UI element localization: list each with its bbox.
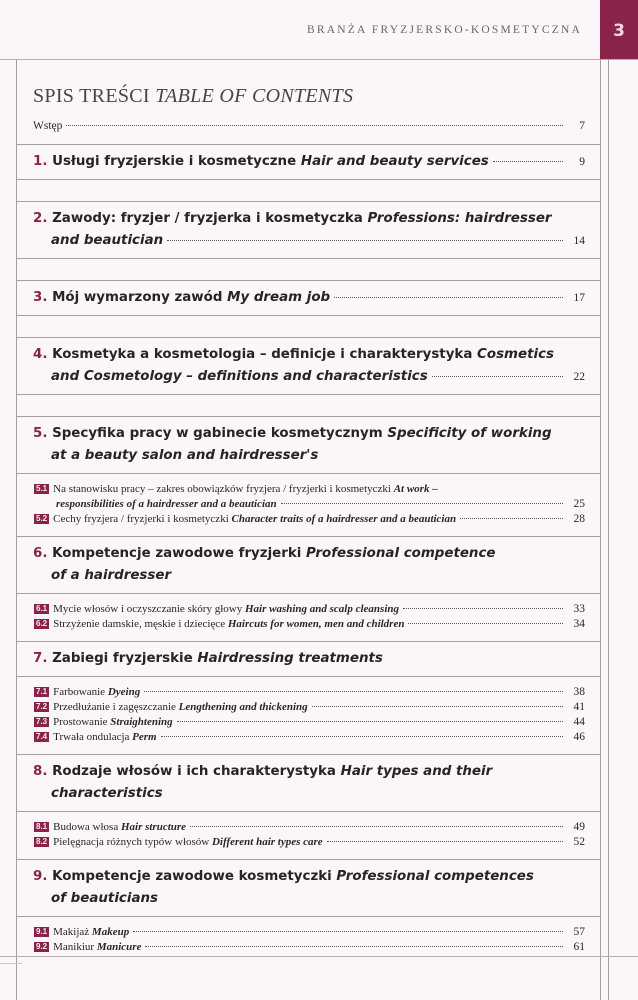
divider-gap <box>17 258 601 281</box>
toc-subsection-8-1[interactable] <box>34 820 585 835</box>
chapter-number: 2. <box>33 211 48 226</box>
dot-leader <box>177 721 563 722</box>
toc-heading <box>17 59 601 114</box>
page-ref: 34 <box>573 618 585 630</box>
section-badge: 7.4 <box>36 732 48 741</box>
chapter-title-pl: Kompetencje zawodowe kosmetyczki <box>52 869 332 884</box>
section-badge: 9.1 <box>36 927 48 936</box>
chapter-number: 6. <box>33 546 48 561</box>
dot-leader <box>133 931 563 932</box>
sub-title-en: Straightening <box>110 716 173 728</box>
toc-subsection-8-2[interactable] <box>34 835 585 850</box>
toc-subsection-5-1[interactable] <box>34 482 585 512</box>
subsection-list <box>17 812 601 859</box>
sub-title-en-cont: responsibilities of a hairdresser and a beautician <box>56 498 277 510</box>
dot-leader <box>334 297 563 298</box>
toc-chapter-3[interactable] <box>17 281 601 315</box>
section-badge: 9.2 <box>36 942 48 951</box>
sub-title-pl: Makijaż <box>53 926 90 938</box>
page-ref: 9 <box>579 156 585 168</box>
sub-title-en: At work – <box>393 483 438 495</box>
toc-chapter-6[interactable] <box>17 537 601 593</box>
toc-chapter-1[interactable] <box>17 145 601 179</box>
chapter-title-en: Hairdressing treatments <box>197 651 383 666</box>
toc-chapter-9[interactable] <box>17 860 601 916</box>
sub-title-en: Hair structure <box>120 821 187 833</box>
dot-leader <box>432 376 563 377</box>
divider-gap <box>17 315 601 338</box>
sub-title-en: Dyeing <box>107 686 141 698</box>
chapter-title-en-cont: and beautician <box>51 233 164 248</box>
chapter-title-pl: Zawody: fryzjer / fryzjerka i kosmetyczka <box>52 211 363 226</box>
chapter-title-en: Specificity of working <box>387 426 552 441</box>
sub-title-pl: Trwała ondulacja <box>53 731 130 743</box>
section-badge: 7.3 <box>36 717 48 726</box>
sub-title-pl: Przedłużanie i zagęszczanie <box>53 701 176 713</box>
subsection-list <box>17 594 601 641</box>
sub-title-en: Character traits of a hairdresser and a beautician <box>231 513 457 525</box>
page-ref: 7 <box>579 120 585 132</box>
toc-subsection-6-1[interactable] <box>34 602 585 617</box>
dot-leader <box>144 691 563 692</box>
chapter-title-en-cont: at a beauty salon and hairdresser's <box>51 448 319 463</box>
dot-leader <box>408 623 563 624</box>
page-ref: 57 <box>573 926 585 938</box>
dot-leader <box>190 826 563 827</box>
chapter-title-pl: Rodzaje włosów i ich charakterystyka <box>52 764 336 779</box>
page-ref: 28 <box>573 513 585 525</box>
entry-label: Wstęp <box>33 120 63 132</box>
chapter-title-en: My dream job <box>227 290 331 305</box>
chapter-title-en: Professional competence <box>306 546 496 561</box>
sub-title-pl: Pielęgnacja różnych typów włosów <box>53 836 210 848</box>
chapter-number: 5. <box>33 426 48 441</box>
dot-leader <box>281 503 563 504</box>
toc-subsection-7-2[interactable] <box>34 700 585 715</box>
dot-leader <box>66 125 563 126</box>
page-ref: 44 <box>573 716 585 728</box>
sub-title-en: Manicure <box>96 941 142 953</box>
sub-title-pl: Manikiur <box>53 941 95 953</box>
chapter-title-en-cont: and Cosmetology – definitions and characteristics <box>51 369 428 384</box>
sub-title-pl: Cechy fryzjera / fryzjerki i kosmetyczki <box>53 513 229 525</box>
chapter-title-pl: Specyfika pracy w gabinecie kosmetycznym <box>52 426 383 441</box>
chapter-title-en: Professions: hairdresser <box>367 211 552 226</box>
toc-chapter-5[interactable] <box>17 417 601 473</box>
chapter-title-en-cont: of beauticians <box>51 891 158 906</box>
chapter-title-pl: Usługi fryzjerskie i kosmetyczne <box>52 154 297 169</box>
chapter-title-en: Cosmetics <box>477 347 554 362</box>
page-ref: 33 <box>573 603 585 615</box>
sub-title-pl: Prostowanie <box>53 716 108 728</box>
sub-title-en: Hair washing and scalp cleansing <box>244 603 400 615</box>
toc-subsection-9-2[interactable] <box>34 940 585 955</box>
dot-leader <box>145 946 563 947</box>
chapter-number: 3. <box>33 290 48 305</box>
toc-subsection-7-4[interactable] <box>34 730 585 745</box>
divider-gap <box>17 394 601 417</box>
section-badge: 6.2 <box>36 619 48 628</box>
dot-leader <box>167 240 563 241</box>
chapter-title-en: Hair and beauty services <box>300 154 489 169</box>
chapter-title-en-cont: of a hairdresser <box>51 568 172 583</box>
chapter-title-pl: Zabiegi fryzjerskie <box>52 651 193 666</box>
toc-heading-en: TABLE OF CONTENTS <box>155 85 354 107</box>
page-ref: 52 <box>573 836 585 848</box>
chapter-title-pl: Mój wymarzony zawód <box>52 290 223 305</box>
table-of-contents <box>17 59 601 964</box>
sub-title-en: Perm <box>132 731 157 743</box>
toc-heading-pl: SPIS TREŚCI <box>33 85 150 107</box>
chapter-number: 1. <box>33 154 48 169</box>
dot-leader <box>493 161 563 162</box>
sub-title-en: Different hair types care <box>211 836 323 848</box>
section-badge: 7.2 <box>36 702 48 711</box>
page-number-tab: 3 <box>600 0 638 59</box>
page-ref: 46 <box>573 731 585 743</box>
chapter-title-pl: Kompetencje zawodowe fryzjerki <box>52 546 302 561</box>
section-badge: 8.2 <box>36 837 48 846</box>
sub-title-pl: Strzyżenie damskie, męskie i dziecięce <box>53 618 226 630</box>
dot-leader <box>460 518 563 519</box>
page-ref: 14 <box>573 235 585 247</box>
page-ref: 17 <box>573 292 585 304</box>
toc-chapter-2[interactable] <box>17 202 601 258</box>
sub-title-en: Haircuts for women, men and children <box>227 618 405 630</box>
sub-title-pl: Farbowanie <box>53 686 106 698</box>
running-header-title: BRANŻA FRYZJERSKO-KOSMETYCZNA <box>307 24 582 36</box>
section-badge: 5.2 <box>36 514 48 523</box>
section-badge: 7.1 <box>36 687 48 696</box>
sub-title-pl: Budowa włosa <box>53 821 119 833</box>
sub-title-en: Makeup <box>91 926 130 938</box>
toc-entry-intro[interactable] <box>17 114 601 144</box>
chapter-number: 8. <box>33 764 48 779</box>
page-ref: 49 <box>573 821 585 833</box>
section-badge: 6.1 <box>36 604 48 613</box>
page-ref: 38 <box>573 686 585 698</box>
subsection-list <box>17 474 601 536</box>
toc-chapter-7[interactable] <box>17 642 601 676</box>
right-frame-line-outer <box>608 59 609 1000</box>
dot-leader <box>403 608 563 609</box>
chapter-title-en-cont: characteristics <box>51 786 163 801</box>
chapter-title-en: Professional competences <box>336 869 534 884</box>
chapter-number: 9. <box>33 869 48 884</box>
chapter-number: 7. <box>33 651 48 666</box>
page-ref: 61 <box>573 941 585 953</box>
dot-leader <box>327 841 563 842</box>
divider-gap <box>17 179 601 202</box>
toc-subsection-7-1[interactable] <box>34 685 585 700</box>
chapter-number: 4. <box>33 347 48 362</box>
toc-subsection-6-2[interactable] <box>34 617 585 632</box>
toc-chapter-4[interactable] <box>17 338 601 394</box>
page-ref: 25 <box>573 498 585 510</box>
toc-subsection-7-3[interactable] <box>34 715 585 730</box>
section-badge: 8.1 <box>36 822 48 831</box>
page-ref: 41 <box>573 701 585 713</box>
section-badge: 5.1 <box>36 484 48 493</box>
subsection-list <box>17 677 601 754</box>
toc-chapter-8[interactable] <box>17 755 601 811</box>
toc-subsection-5-2[interactable] <box>34 512 585 527</box>
page-ref: 22 <box>573 371 585 383</box>
dot-leader <box>161 736 563 737</box>
subsection-list <box>17 917 601 964</box>
toc-subsection-9-1[interactable] <box>34 925 585 940</box>
chapter-title-pl: Kosmetyka a kosmetologia – definicje i charakterystyka <box>52 347 473 362</box>
dot-leader <box>312 706 563 707</box>
sub-title-pl: Na stanowisku pracy – zakres obowiązków fryzjera / fryzjerki i kosmetyczki <box>53 483 391 495</box>
sub-title-pl: Mycie włosów i oczyszczanie skóry głowy <box>53 603 243 615</box>
chapter-title-en: Hair types and their <box>340 764 493 779</box>
sub-title-en: Lengthening and thickening <box>178 701 308 713</box>
